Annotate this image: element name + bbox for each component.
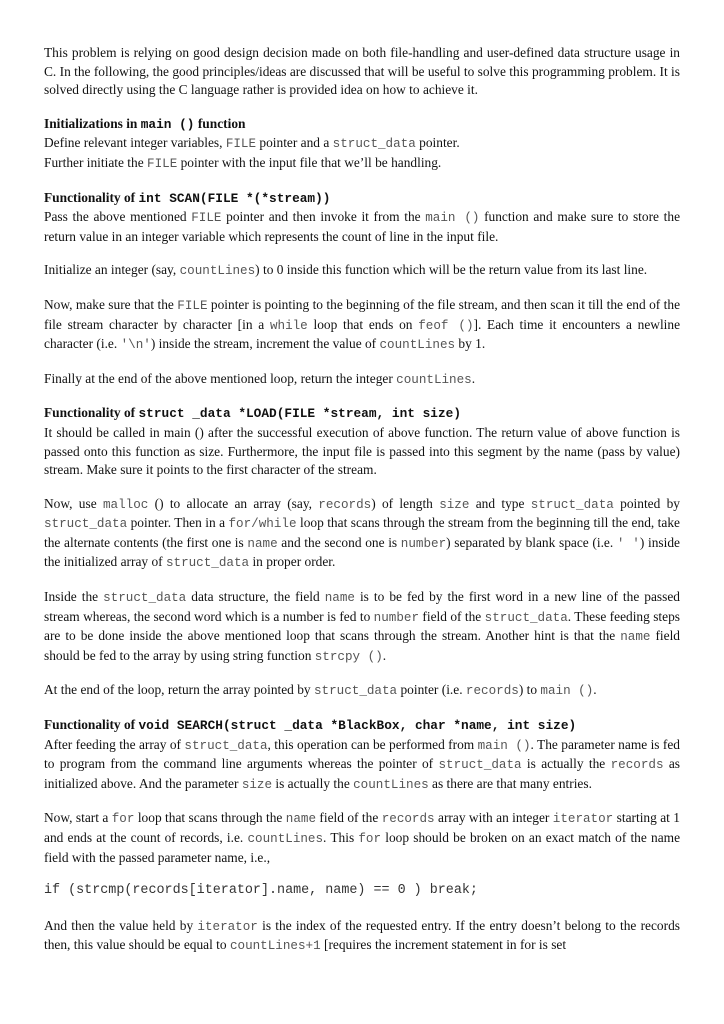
- inline-code: countLines: [379, 338, 456, 353]
- inline-code: main (): [540, 684, 594, 699]
- text-run: Finally at the end of the above mentioned loop, return the integer: [44, 370, 397, 386]
- text-run: field should be fed to the array by using string function: [44, 628, 680, 663]
- paragraph: [44, 44, 680, 100]
- inline-code: struct_data: [103, 591, 187, 606]
- text-run: It should be called in main () after the successful execution of above function. The return value of above function is passed onto this function as size. Furthermore, the input file is passed into this segment by the name (pass by value) stream. Make sure it points to the first character of the stream.: [44, 424, 680, 478]
- text-run: and type: [469, 495, 531, 511]
- text-run: pointer and a: [256, 135, 333, 151]
- text-run: Now, use: [44, 495, 103, 511]
- inline-code: main (): [140, 116, 195, 132]
- text-run: . The parameter name is fed to program from the command line arguments whereas the pointer of: [44, 736, 680, 772]
- text-run: Functionality of: [44, 405, 139, 421]
- text-run: ) of length: [371, 495, 440, 511]
- text-run: ]. Each time it encounters a newline character (i.e.: [44, 316, 681, 352]
- code-snippet: [44, 882, 680, 901]
- text-run: [requires the increment statement in for is set: [320, 937, 567, 953]
- text-run: field of the: [316, 810, 382, 826]
- text-run: pointer (i.e.: [397, 682, 466, 698]
- text-run: Functionality of: [44, 189, 139, 205]
- text-run: Inside the: [44, 589, 104, 605]
- inline-code: for: [358, 832, 382, 846]
- text-run: Functionality of: [44, 717, 139, 733]
- text-run: function and make sure to store the return value in an integer variable which represents the count of line in the input file.: [44, 209, 681, 244]
- text-run: Initializations in: [44, 115, 141, 131]
- text-run: ) to 0 inside this function which will be the return value from its last line.: [255, 262, 648, 278]
- text-run: () to allocate an array (say,: [148, 495, 319, 511]
- text-run: Define relevant integer variables,: [44, 135, 226, 151]
- text-run: as initialized above. And the parameter: [44, 756, 680, 791]
- text-run: data structure, the field: [186, 589, 325, 605]
- text-run: loop that scans through the stream from the beginning till the end, take the alternate contents (the first one is: [44, 515, 680, 550]
- paragraph: [44, 370, 680, 390]
- inline-code: struct_data: [184, 738, 268, 753]
- text-run: pointer and then invoke it from the: [221, 209, 426, 225]
- inline-code: iterator: [197, 919, 258, 934]
- text-run: is actually the: [521, 756, 611, 772]
- paragraph: [44, 154, 680, 174]
- text-run: loop that scans through the: [134, 810, 286, 826]
- inline-code: countLines+1: [229, 939, 321, 954]
- inline-code: strcpy (): [314, 649, 383, 664]
- inline-code: number: [400, 536, 447, 551]
- inline-code: name: [247, 536, 278, 551]
- text-run: by 1.: [455, 336, 486, 352]
- inline-code: countLines: [179, 264, 256, 279]
- inline-code: records: [465, 684, 519, 699]
- inline-code: FILE: [225, 137, 257, 152]
- text-run: pointer.: [415, 135, 460, 151]
- text-run: Now, start a: [44, 810, 112, 826]
- inline-code: struct_data: [165, 556, 250, 571]
- section-heading: [44, 189, 680, 209]
- paragraph-line: [44, 134, 680, 154]
- inline-code: int SCAN(FILE *(*stream)): [138, 190, 331, 206]
- section-heading: [44, 716, 680, 736]
- inline-code: for: [111, 812, 135, 827]
- inline-code: void SEARCH(struct _data *BlackBox, char *name, int size): [138, 718, 577, 734]
- inline-code: struct_data: [438, 758, 522, 773]
- inline-code: countLines: [353, 777, 429, 792]
- inline-code: struct_data: [313, 684, 398, 699]
- inline-code: struct_data: [530, 497, 614, 512]
- text-run: Now, make sure that the: [44, 296, 178, 312]
- paragraph: [44, 208, 680, 246]
- section-heading: [44, 404, 680, 424]
- text-run: , this operation can be performed from: [267, 736, 478, 752]
- text-run: as there are that many entries.: [428, 775, 592, 791]
- text-run: ) separated by blank space (i.e.: [446, 534, 617, 550]
- inline-code: name: [285, 812, 317, 827]
- inline-code: FILE: [177, 298, 208, 313]
- document-page: [44, 44, 680, 971]
- inline-code: while: [269, 318, 308, 333]
- text-run: ) to: [518, 682, 541, 698]
- text-run: And then the value held by: [44, 917, 198, 933]
- text-run: After feeding the array of: [44, 736, 185, 752]
- paragraph: [44, 261, 680, 281]
- text-run: if (strcmp(records[iterator].name, name) == 0 ) break;: [44, 883, 478, 899]
- paragraph: [44, 588, 680, 666]
- text-run: Initialize an integer (say,: [44, 262, 180, 278]
- inline-code: number: [373, 610, 420, 625]
- paragraph: [44, 495, 680, 573]
- inline-code: countLines: [247, 832, 324, 846]
- text-run: and the second one is: [277, 534, 401, 550]
- inline-code: FILE: [191, 211, 222, 226]
- text-run: pointer with the input file that we’ll be handling.: [177, 154, 442, 170]
- paragraph: [44, 681, 680, 701]
- section-heading: [44, 115, 680, 135]
- text-run: .: [593, 682, 597, 698]
- paragraph: [44, 424, 680, 480]
- text-run: pointer is pointing to the beginning of the file stream, and then scan it till the end of the file stream character by character [in a: [44, 296, 681, 332]
- inline-code: ' ': [616, 536, 640, 551]
- inline-code: main (): [425, 211, 480, 226]
- inline-code: iterator: [552, 812, 614, 827]
- inline-code: '\n': [120, 338, 151, 353]
- inline-code: size: [439, 497, 470, 512]
- paragraph: [44, 736, 680, 795]
- paragraph: [44, 917, 680, 956]
- inline-code: main (): [477, 738, 531, 753]
- inline-code: name: [324, 591, 355, 606]
- text-run: .: [471, 370, 476, 386]
- text-run: is to be fed by the first word in a new line of the passed stream whereas, the second word which is a number is fed to: [44, 589, 680, 624]
- paragraph: [44, 296, 680, 355]
- inline-code: struct_data: [44, 517, 128, 532]
- text-run: loop that ends on: [307, 316, 419, 332]
- text-run: field of the: [419, 608, 485, 624]
- text-run: At the end of the loop, return the array pointed by: [44, 682, 314, 698]
- text-run: is actually the: [272, 775, 354, 791]
- paragraph: [44, 809, 680, 867]
- inline-code: FILE: [147, 156, 178, 171]
- text-run: .: [382, 647, 387, 663]
- text-run: is the index of the requested entry. If the entry doesn’t belong to the records then, this value should be equal to: [44, 917, 680, 953]
- text-run: in proper order.: [249, 554, 336, 570]
- text-run: pointer. Then in a: [127, 515, 229, 531]
- text-run: function: [194, 115, 246, 131]
- text-run: This problem is relying on good design decision made on both file-handling and user-defined data structure usage in C. In the following, the good principles/ideas are discussed that will be useful to solve this programming problem. It is solved directly using the C language rather is provided idea on how to achieve it.: [44, 45, 680, 98]
- inline-code: size: [241, 777, 273, 792]
- text-run: . This: [323, 830, 359, 845]
- text-run: array with an integer: [434, 810, 553, 826]
- text-run: Pass the above mentioned: [44, 209, 192, 225]
- inline-code: records: [381, 812, 435, 827]
- inline-code: countLines: [396, 372, 472, 387]
- inline-code: struct_data: [332, 137, 416, 152]
- text-run: ) inside the stream, increment the value of: [150, 336, 380, 352]
- inline-code: struct_data: [484, 610, 568, 625]
- text-run: loop should be broken on an exact match of the name field with the passed parameter name, i.e.,: [44, 830, 681, 865]
- text-run: starting at 1 and ends at the count of records, i.e.: [44, 810, 680, 845]
- inline-code: malloc: [102, 497, 149, 512]
- inline-code: for/while: [228, 517, 297, 532]
- text-run: ) inside the initialized array of: [44, 534, 680, 570]
- text-run: Further initiate the: [44, 154, 148, 170]
- text-run: pointed by: [613, 495, 680, 511]
- text-run: . These feeding steps are to be done inside the above mentioned loop that scans through the stream. Another hint is that the: [44, 608, 680, 644]
- inline-code: records: [610, 758, 664, 773]
- inline-code: name: [620, 630, 651, 645]
- inline-code: struct _data *LOAD(FILE *stream, int size): [138, 406, 462, 422]
- inline-code: feof (): [418, 318, 474, 333]
- inline-code: records: [318, 497, 372, 512]
